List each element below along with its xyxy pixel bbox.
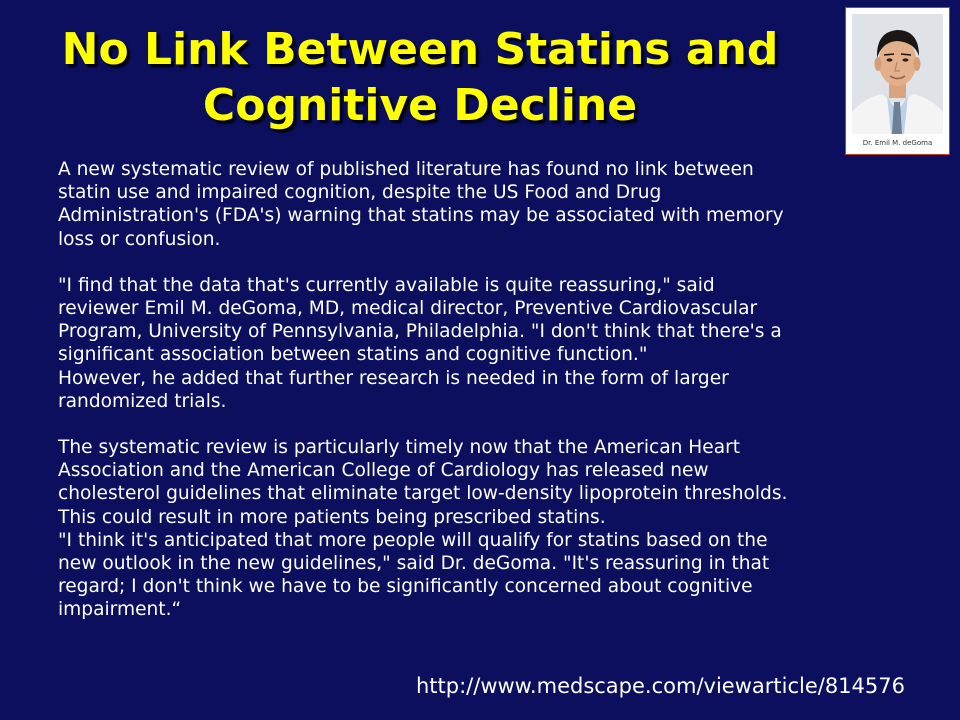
slide-title-line-1: No Link Between Statins and [61, 24, 779, 75]
portrait-photo [852, 14, 943, 134]
portrait-illustration [852, 14, 943, 134]
portrait-caption: Dr. Emil M. deGoma [862, 139, 933, 147]
source-url: http://www.medscape.com/viewarticle/814576 [416, 674, 905, 698]
paragraph-quote: "I find that the data that's currently available is quite reassuring," said reviewer Emil M. deGoma, MD, medical director, Preventive Cardiovascular Program, University of Pennsylvania, Philadelphia. "I don't think that there's a significant association between statins and cognitive function." However, he added that further research is needed in the form of larger randomized trials. [58, 274, 782, 412]
slide-title [10, 22, 830, 134]
article-body [58, 158, 938, 622]
paragraph-context: The systematic review is particularly timely now that the American Heart Association and the American College of Cardiology has released new cholesterol guidelines that eliminate target low-density lipoprotein thresholds. This could result in more patients being prescribed statins. "I think it's anticipated that more people will qualify for statins based on the new outlook in the new guidelines," said Dr. deGoma. "It's reassuring in that regard; I don't think we have to be significantly concerned about cognitive impairment.“ [58, 437, 788, 621]
paragraph-summary: A new systematic review of published literature has found no link between statin use and impaired cognition, despite the US Food and Drug Administration's (FDA's) warning that statins may be associated with memory loss or confusion. [58, 159, 784, 250]
slide-title-line-2: Cognitive Decline [202, 80, 638, 131]
portrait-frame [845, 7, 950, 155]
